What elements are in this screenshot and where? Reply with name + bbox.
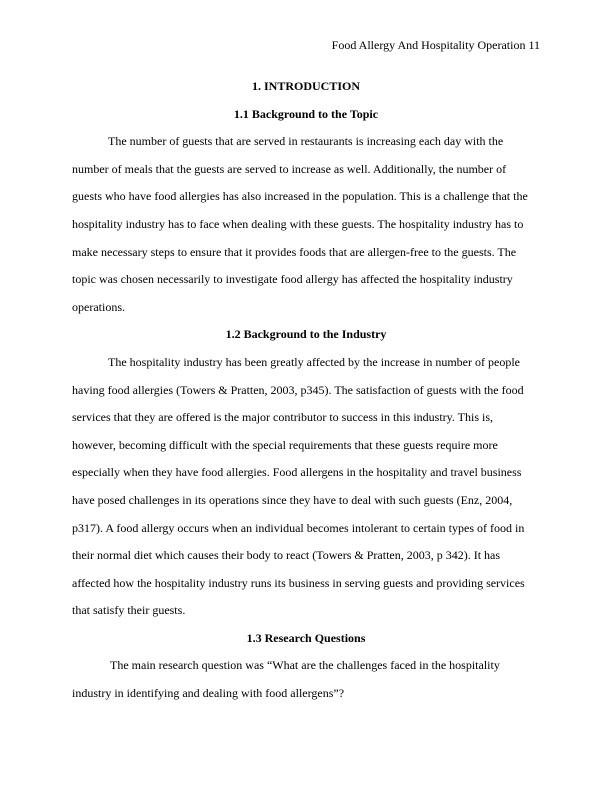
paragraph-line: The main research question was “What are the challenges faced in the hospitality xyxy=(110,658,500,673)
paragraph-line: that satisfy their guests. xyxy=(72,603,186,618)
paragraph-line: industry in identifying and dealing with food allergens”? xyxy=(72,686,345,701)
paragraph-line: The number of guests that are served in restaurants is increasing each day with the xyxy=(108,134,504,149)
running-head: Food Allergy And Hospitality Operation 11 xyxy=(331,38,540,52)
body-text xyxy=(72,73,540,708)
paragraph-research-questions xyxy=(72,652,540,707)
paragraph-line: topic was chosen necessarily to investigate food allergy has affected the hospitality industry xyxy=(72,272,513,287)
introduction-heading: 1. INTRODUCTION xyxy=(251,79,360,93)
paragraph-line: guests who have food allergies has also increased in the population. This is a challenge that the xyxy=(72,189,528,204)
paragraph-line: having food allergies (Towers & Pratten, 2003, p345). The satisfaction of guests with the food xyxy=(72,382,524,397)
paragraph-line: The hospitality industry has been greatly affected by the increase in number of people xyxy=(108,354,520,369)
paragraph-background-topic xyxy=(72,128,540,321)
paragraph-line: especially when they have food allergies. Food allergens in the hospitality and travel business xyxy=(72,465,522,480)
paragraph-line: affected how the hospitality industry runs its business in serving guests and providing services xyxy=(72,575,525,590)
paragraph-background-industry xyxy=(72,349,540,625)
paragraph-line: have posed challenges in its operations since they have to deal with such guests (Enz, 2004, xyxy=(72,492,513,507)
paragraph-line: make necessary steps to ensure that it provides foods that are allergen-free to the guests. The xyxy=(72,244,517,259)
section-heading-1-1: 1.1 Background to the Topic xyxy=(233,106,379,121)
paragraph-line: p317). A food allergy occurs when an individual becomes intolerant to certain types of food in xyxy=(72,520,525,535)
paragraph-line: services that they are offered is the major contributor to success in this industry. This is, xyxy=(72,410,494,425)
section-heading-1-3: 1.3 Research Questions xyxy=(246,630,366,645)
paragraph-line: number of meals that the guests are served to increase as well. Additionally, the number of xyxy=(72,161,507,176)
section-heading-1-2: 1.2 Background to the Industry xyxy=(225,327,387,342)
paragraph-line: their normal diet which causes their body to react (Towers & Pratten, 2003, p 342). It has xyxy=(72,548,501,563)
paragraph-line: however, becoming difficult with the special requirements that these guests require more xyxy=(72,437,498,452)
paragraph-line: hospitality industry has to face when dealing with these guests. The hospitality industry has to xyxy=(72,216,524,231)
paragraph-line: operations. xyxy=(72,299,125,314)
